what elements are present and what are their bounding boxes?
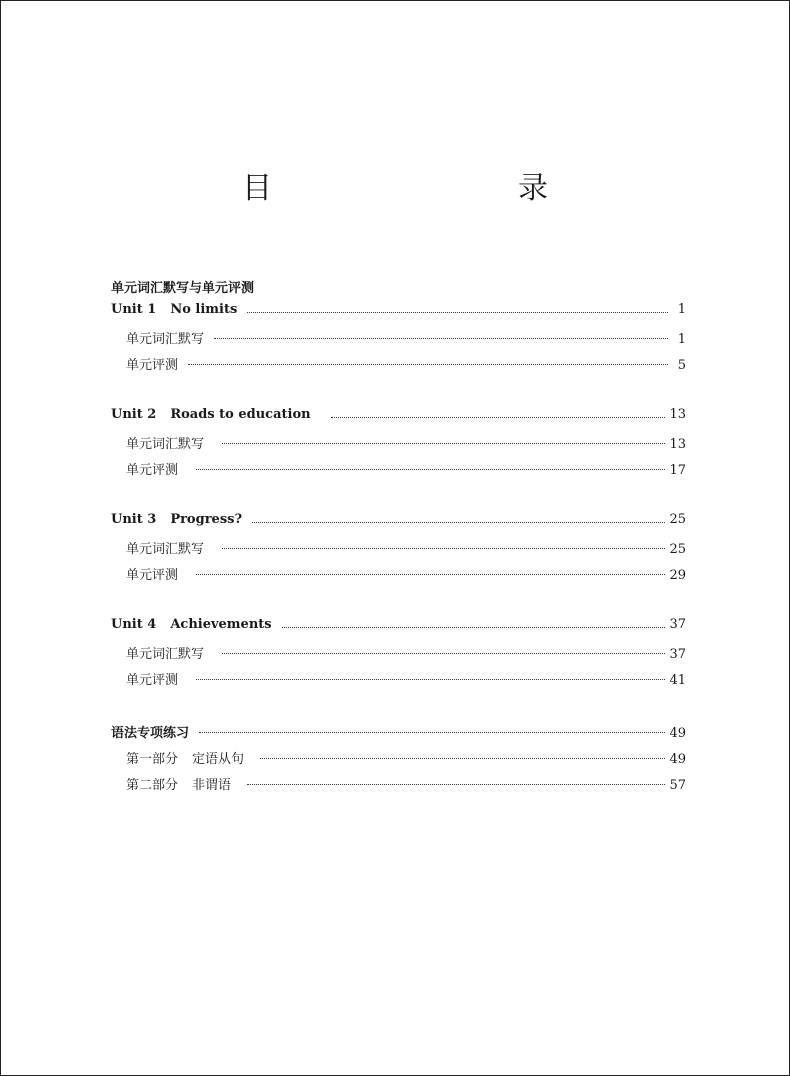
unit-name: Progress? — [170, 512, 243, 527]
toc-entry-grammar-part-1[interactable] — [126, 748, 686, 766]
toc-entry-label: 语法专项练习 — [111, 726, 190, 741]
toc-entry-unit-1-test[interactable] — [126, 354, 686, 372]
page-number: 37 — [669, 617, 686, 632]
dot-leader — [196, 469, 665, 470]
dot-leader — [222, 548, 665, 549]
toc-entry-label: 单元词汇默写 — [126, 332, 205, 347]
toc-entry-unit-4[interactable] — [111, 617, 686, 635]
unit-number: Unit 2 — [111, 407, 157, 422]
page-number: 49 — [669, 726, 686, 741]
toc-entry-grammar[interactable] — [111, 722, 686, 740]
unit-number: Unit 4 — [111, 617, 157, 632]
page-number: 57 — [669, 778, 686, 793]
dot-leader — [196, 679, 665, 680]
toc-entry-label: 单元评测 — [126, 568, 179, 583]
unit-name: Achievements — [170, 617, 272, 632]
part-number: 第一部分 — [126, 752, 179, 767]
part-topic: 非谓语 — [192, 778, 232, 793]
toc-entry-label: 单元词汇默写 — [126, 437, 205, 452]
page-number: 25 — [669, 512, 686, 527]
toc-entry-label: 单元评测 — [126, 463, 179, 478]
dot-leader — [260, 758, 665, 759]
dot-leader — [247, 784, 665, 785]
toc-entry-unit-3[interactable] — [111, 512, 686, 530]
dot-leader — [282, 627, 666, 628]
toc-entry-unit-3-test[interactable] — [126, 564, 686, 582]
toc-entry-label: 单元评测 — [126, 358, 179, 373]
page-number: 1 — [677, 332, 686, 347]
toc-entry-label: 单元词汇默写 — [126, 647, 205, 662]
page-number: 29 — [669, 568, 686, 583]
toc-entry-label: 单元词汇默写 — [126, 542, 205, 557]
page-number: 17 — [669, 463, 686, 478]
unit-number: Unit 3 — [111, 512, 157, 527]
toc-entry-grammar-part-2[interactable] — [126, 774, 686, 792]
toc-entry-unit-1[interactable] — [111, 302, 686, 320]
toc-entry-unit-2[interactable] — [111, 407, 686, 425]
toc-entry-label — [111, 302, 243, 317]
toc-entry-unit-3-vocab[interactable] — [126, 538, 686, 556]
unit-number: Unit 1 — [111, 302, 157, 317]
toc-entry-unit-2-vocab[interactable] — [126, 433, 686, 451]
toc-entry-label: 单元评测 — [126, 673, 179, 688]
toc-entry-label — [111, 512, 248, 527]
toc-entry-unit-4-vocab[interactable] — [126, 643, 686, 661]
page-number: 49 — [669, 752, 686, 767]
dot-leader — [222, 443, 665, 444]
dot-leader — [331, 417, 666, 418]
page-number: 1 — [677, 302, 686, 317]
unit-name: Roads to education — [170, 407, 311, 422]
page-number: 13 — [669, 407, 686, 422]
part-number: 第二部分 — [126, 778, 179, 793]
toc-entry-unit-2-test[interactable] — [126, 459, 686, 477]
dot-leader — [196, 574, 665, 575]
toc-entry-label — [126, 774, 237, 793]
dot-leader — [199, 732, 665, 733]
toc-entry-label — [111, 407, 317, 422]
part-topic: 定语从句 — [192, 752, 245, 767]
toc-entry-unit-4-test[interactable] — [126, 669, 686, 687]
page-number: 25 — [669, 542, 686, 557]
page-title: 目 录 — [242, 171, 610, 206]
dot-leader — [247, 312, 668, 313]
toc-entry-label — [126, 748, 250, 767]
dot-leader — [188, 364, 668, 365]
toc-entry-unit-1-vocab[interactable] — [126, 328, 686, 346]
page-number: 13 — [669, 437, 686, 452]
toc-entry-label — [111, 617, 278, 632]
page-number: 37 — [669, 647, 686, 662]
page-number: 41 — [669, 673, 686, 688]
page-number: 5 — [677, 358, 686, 373]
dot-leader — [214, 338, 668, 339]
dot-leader — [222, 653, 665, 654]
unit-name: No limits — [170, 302, 238, 317]
dot-leader — [252, 522, 665, 523]
section-heading-vocab-tests: 单元词汇默写与单元评测 — [111, 281, 255, 296]
